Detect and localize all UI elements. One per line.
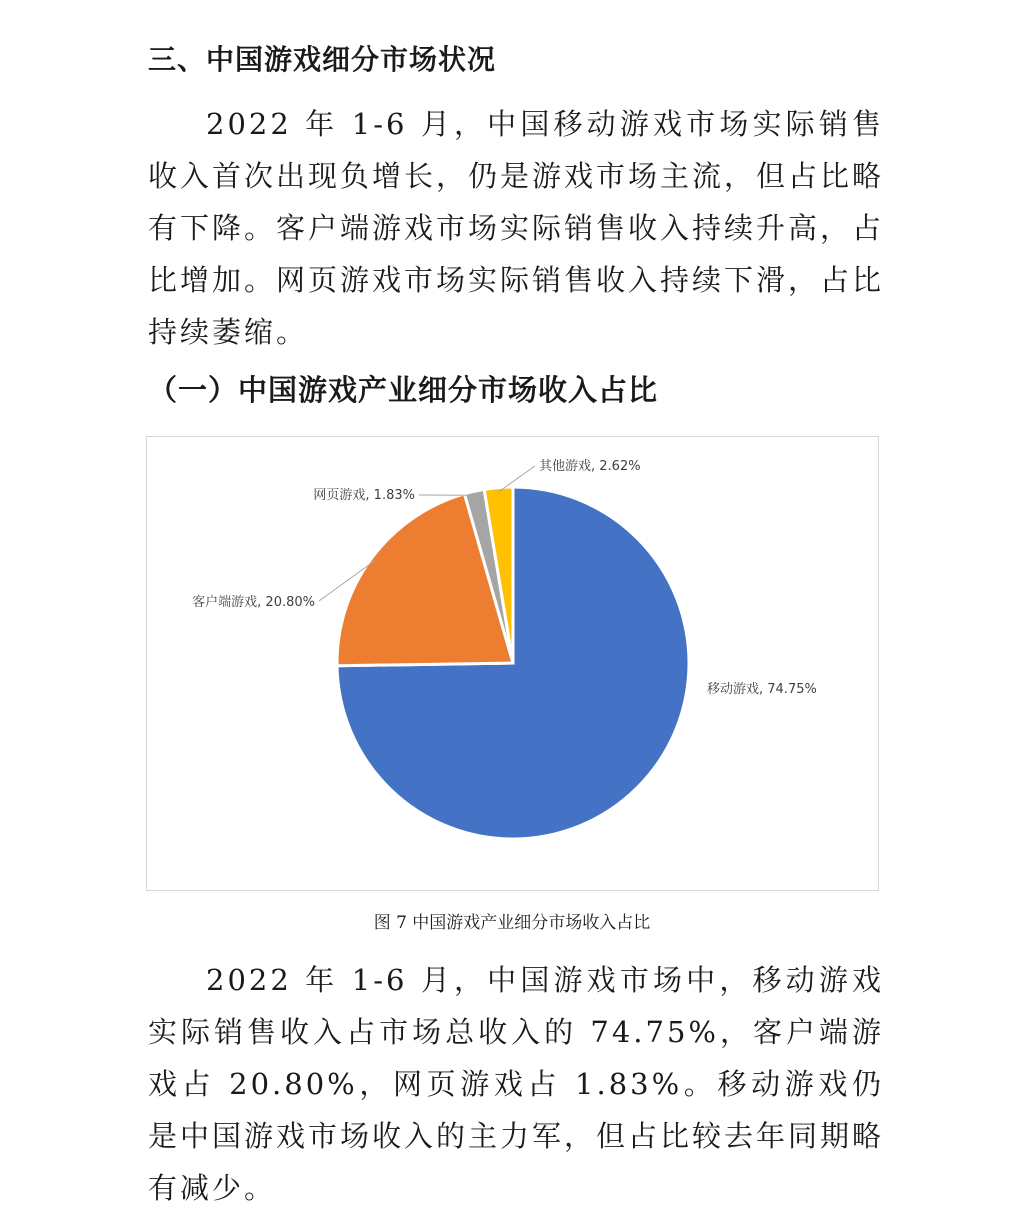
section-title: 三、中国游戏细分市场状况 [148, 38, 496, 78]
slice-mobile-games-label: 移动游戏, 74.75% [707, 681, 817, 697]
pie-chart [147, 437, 880, 892]
summary-paragraph: 2022 年 1-6 月，中国游戏市场中，移动游戏实际销售收入占市场总收入的 74.75%，客户端游戏占 20.80%，网页游戏占 1.83%。移动游戏仍是中国游戏市场收入的主力军，但占比较去年同期略有减少。 [148, 954, 884, 1214]
intro-paragraph: 2022 年 1-6 月，中国移动游戏市场实际销售收入首次出现负增长，仍是游戏市场主流，但占比略有下降。客户端游戏市场实际销售收入持续升高，占比增加。网页游戏市场实际销售收入持续下滑，占比持续萎缩。 [148, 98, 884, 358]
slice-client-games-label: 客户端游戏, 20.80% [192, 594, 315, 610]
figure-caption: 图 7 中国游戏产业细分市场收入占比 [0, 908, 1024, 933]
subsection-title: （一）中国游戏产业细分市场收入占比 [148, 368, 658, 409]
pie-chart-frame [146, 436, 879, 891]
slice-web-games-label: 网页游戏, 1.83% [313, 487, 415, 503]
slice-other-games-label: 其他游戏, 2.62% [539, 458, 641, 474]
